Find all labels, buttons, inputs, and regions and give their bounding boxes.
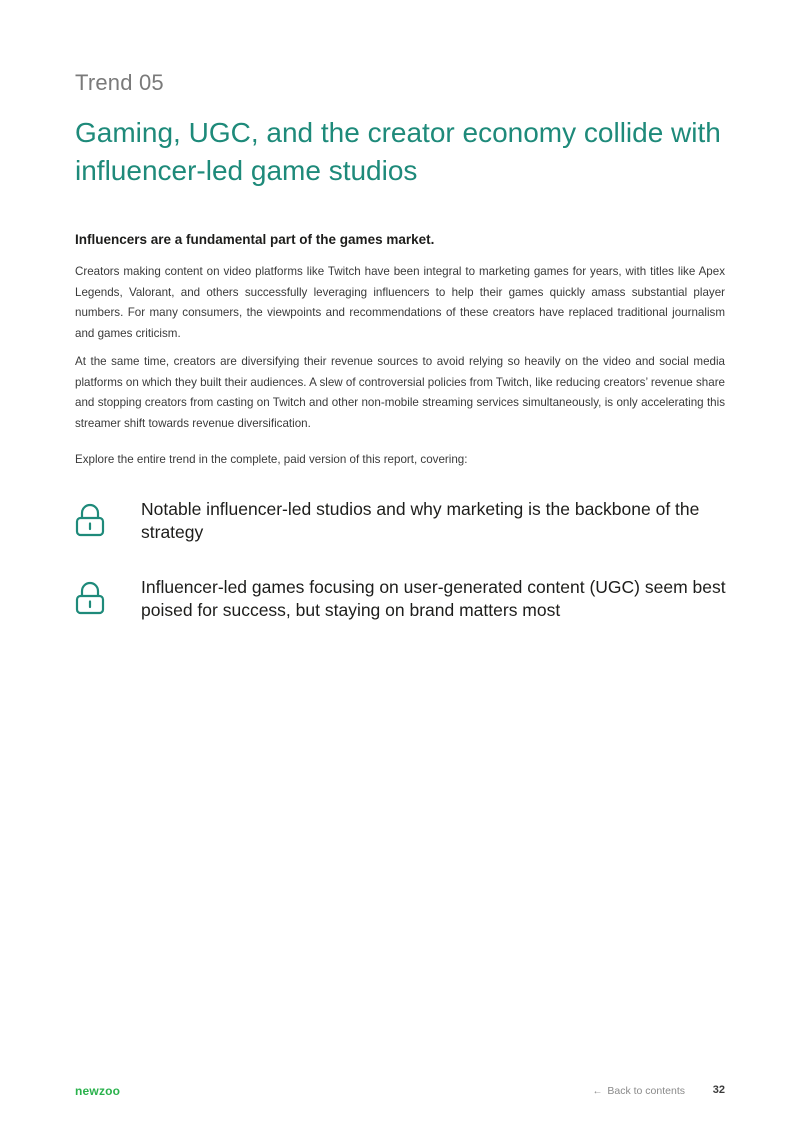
page-title: Gaming, UGC, and the creator economy collide with influencer-led game studios — [75, 117, 721, 186]
back-to-contents-link[interactable] — [592, 1085, 685, 1097]
body-paragraph-3: Explore the entire trend in the complete, paid version of this report, covering: — [75, 453, 468, 466]
back-arrow-icon: ← — [592, 1086, 603, 1097]
body-paragraph-1: Creators making content on video platforms like Twitch have been integral to marketing games for years, with titles like Apex Legends, Valorant, and others successfully leveraging influencers to help their games quickly amass substantial player numbers. For many consumers, the viewpoints and recommendations of these creators have replaced traditional journalism and games criticism. — [75, 265, 725, 340]
trend-label: Trend 05 — [75, 70, 164, 95]
page-footer — [75, 1084, 725, 1104]
locked-topic-item — [75, 499, 735, 562]
locked-topic-item — [75, 577, 735, 640]
section-subheading: Influencers are a fundamental part of the games market. — [75, 232, 435, 247]
back-to-contents-label: Back to contents — [607, 1085, 685, 1097]
page-number: 32 — [712, 1084, 725, 1096]
lock-icon — [75, 580, 105, 616]
newzoo-logo: newzoo — [75, 1084, 121, 1098]
locked-topic-label: Notable influencer-led studios and why marketing is the backbone of the strategy — [141, 499, 700, 542]
lock-icon — [75, 502, 105, 538]
locked-topic-label: Influencer-led games focusing on user-generated content (UGC) seem best poised for success, but staying on brand matters most — [141, 577, 726, 620]
body-paragraph-2: At the same time, creators are diversifying their revenue sources to avoid relying so heavily on the video and social media platforms on which they built their audiences. A slew of controversial policies from Twitch, like reducing creators’ revenue share and stopping creators from casting on Twitch and other non-mobile streaming services simultaneously, is only accelerating this streamer shift towards revenue diversification. — [75, 355, 725, 430]
